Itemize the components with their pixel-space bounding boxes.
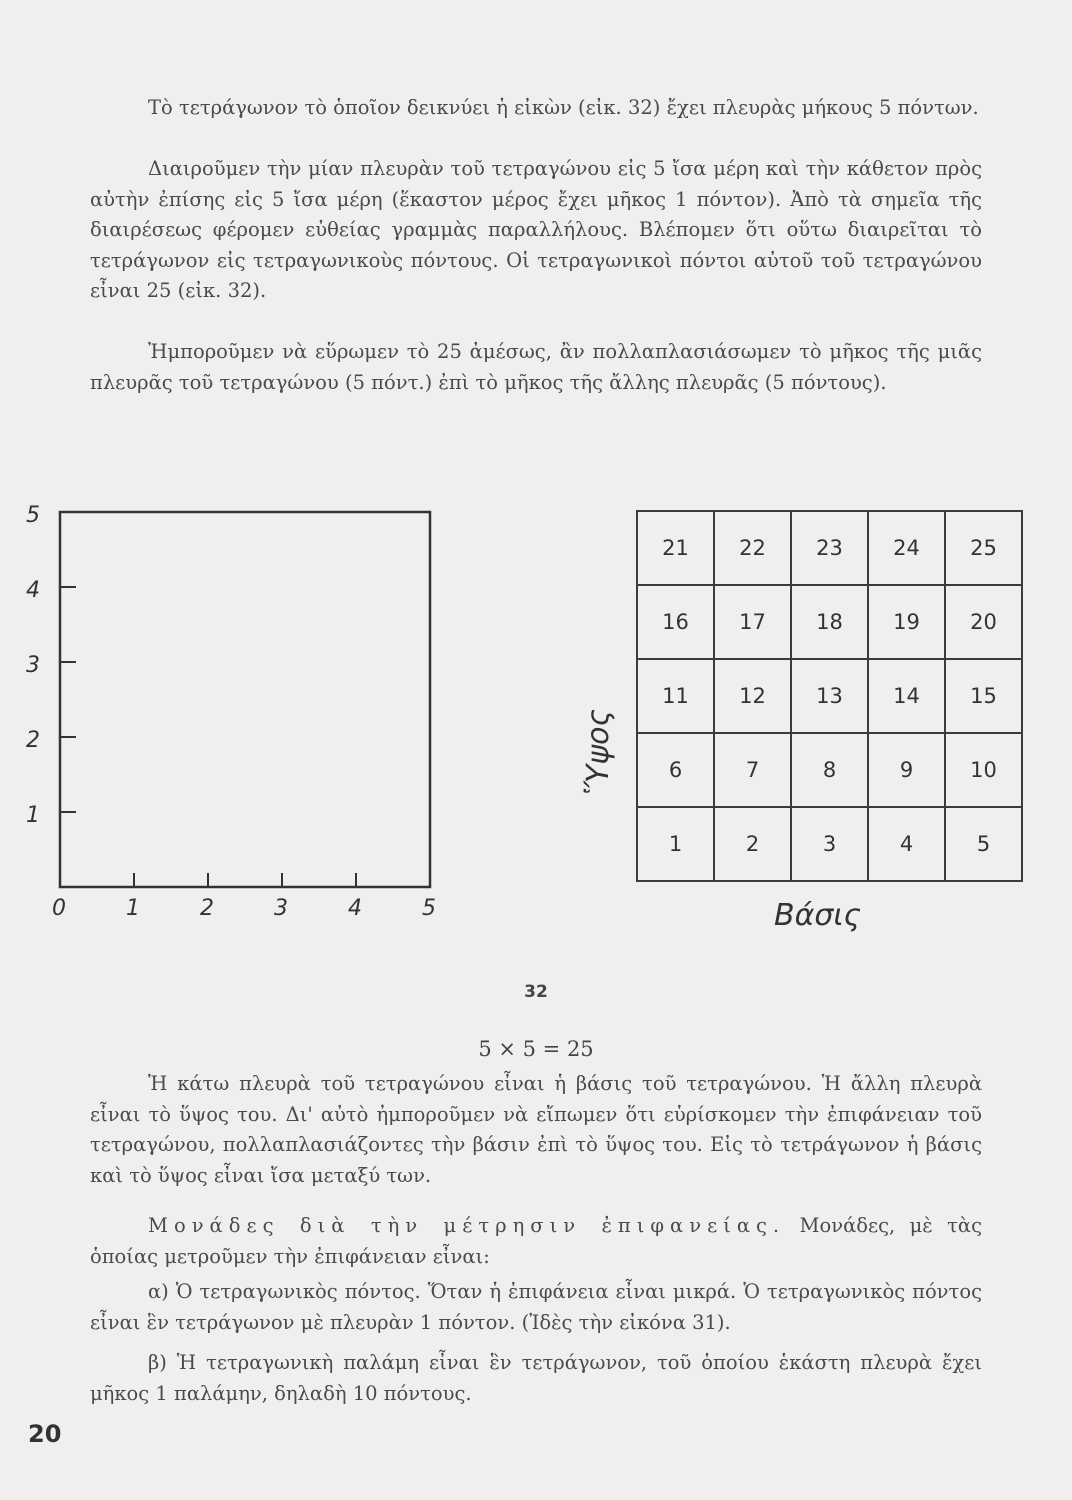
grid-cell: 20 (945, 585, 1022, 659)
base-label: Βάσις (774, 898, 862, 933)
x-label-2: 2 (200, 896, 214, 920)
grid-cell: 2 (714, 807, 791, 881)
paragraph-unit-b: β) Ἡ τετραγωνικὴ παλάμη εἶναι ἓν τετράγωνον, τοῦ ὁποίου ἑκάστη πλευρὰ ἔχει μῆκος 1 παλάμην, δηλαδὴ 10 πόντους. (90, 1351, 982, 1405)
grid-cell: 13 (791, 659, 868, 733)
grid-cell: 1 (637, 807, 714, 881)
grid-cell: 25 (945, 511, 1022, 585)
grid-cell: 11 (637, 659, 714, 733)
figure-caption-number: 32 (524, 982, 548, 1002)
x-label-0: 0 (52, 896, 66, 920)
grid-cell: 10 (945, 733, 1022, 807)
grid-cell: 23 (791, 511, 868, 585)
grid-cell: 16 (637, 585, 714, 659)
y-label-1: 1 (26, 803, 40, 828)
grid-cell: 21 (637, 511, 714, 585)
grid-cell: 5 (945, 807, 1022, 881)
paragraph-base-height: Ἡ κάτω πλευρὰ τοῦ τετραγώνου εἶναι ἡ βάσις τοῦ τετραγώνου. Ἡ ἄλλη πλευρὰ εἶναι τὸ ὕψος του. Δι' αὐτὸ ἠμποροῦμεν νὰ εἴπωμεν ὅτι εὑρίσκομεν τὴν ἐπιφάνειαν τοῦ τετραγώνου, πολλαπλασιάζοντες τὴν βάσιν ἐπὶ τὸ ὕψος του. Εἰς τὸ τετράγωνον ἡ βάσις καὶ τὸ ὕψος εἶναι ἴσα μεταξύ των. (90, 1072, 982, 1187)
paragraph-intro: Τὸ τετράγωνον τὸ ὁποῖον δεικνύει ἡ εἰκὼν (εἰκ. 32) ἔχει πλευρὰς μήκους 5 πόντων. (148, 96, 979, 119)
grid-cell: 18 (791, 585, 868, 659)
grid-cell: 9 (868, 733, 945, 807)
section-heading-units: Μονάδες διὰ τὴν μέτρησιν ἐπιφανείας. (148, 1214, 786, 1237)
x-label-4: 4 (348, 896, 362, 920)
grid-cell: 17 (714, 585, 791, 659)
x-label-5: 5 (422, 896, 436, 920)
formula: 5 × 5 = 25 (478, 1037, 594, 1061)
grid-cell: 19 (868, 585, 945, 659)
page-number: 20 (28, 1420, 62, 1448)
units-intro: Μονάδες, μὲ τὰς ὁποίας μετροῦμεν τὴν ἐπιφάνειαν εἶναι: (90, 1214, 983, 1268)
grid-cell: 15 (945, 659, 1022, 733)
grid-cell: 14 (868, 659, 945, 733)
y-label-5: 5 (26, 503, 40, 528)
grid-row (637, 585, 1022, 659)
paragraph-unit-a: α) Ὁ τετραγωνικὸς πόντος. Ὅταν ἡ ἐπιφάνεια εἶναι μικρά. Ὁ τετραγωνικὸς πόντος εἶναι ἓν τετράγωνον μὲ πλευρὰν 1 πόντον. (Ἰδὲς τὴν εἰκόνα 31). (90, 1280, 982, 1334)
grid-cell: 3 (791, 807, 868, 881)
paragraph-units (90, 1211, 982, 1272)
grid-cell: 8 (791, 733, 868, 807)
x-label-1: 1 (126, 896, 140, 920)
grid-cell: 22 (714, 511, 791, 585)
grid-cell: 6 (637, 733, 714, 807)
paragraph-division: Διαιροῦμεν τὴν μίαν πλευρὰν τοῦ τετραγώνου εἰς 5 ἴσα μέρη καὶ τὴν κάθετον πρὸς αὐτὴν ἐπίσης εἰς 5 ἴσα μέρη (ἕκαστον μέρος ἔχει μῆκος 1 πόντον). Ἀπὸ τὰ σημεῖα τῆς διαιρέσεως φέρομεν εὐθείας γραμμὰς παραλλήλους. Βλέπομεν ὅτι οὕτω διαιρεῖται τὸ τετράγωνον εἰς τετραγωνικοὺς πόντους. Οἱ τετραγωνικοὶ πόντοι αὐτοῦ τοῦ τετραγώνου εἶναι 25 (εἰκ. 32). (90, 157, 982, 302)
y-label-3: 3 (26, 653, 40, 678)
grid-cell: 7 (714, 733, 791, 807)
y-label-4: 4 (26, 578, 40, 603)
grid-axis-labels (560, 690, 1040, 950)
grid-cell: 4 (868, 807, 945, 881)
grid-cell: 12 (714, 659, 791, 733)
grid-row (637, 511, 1022, 585)
paragraph-multiply: Ἠμποροῦμεν νὰ εὕρωμεν τὸ 25 ἀμέσως, ἂν πολλαπλασιάσωμεν τὸ μῆκος τῆς μιᾶς πλευρᾶς τοῦ τετραγώνου (5 πόντ.) ἐπὶ τὸ μῆκος τῆς ἄλλης πλευρᾶς (5 πόντους). (90, 340, 982, 394)
figure-empty-square (18, 500, 458, 920)
empty-square-outline (60, 512, 430, 887)
x-label-3: 3 (274, 896, 288, 920)
height-label: Ὕψος (581, 708, 616, 795)
grid-cell: 24 (868, 511, 945, 585)
y-label-2: 2 (26, 728, 40, 753)
